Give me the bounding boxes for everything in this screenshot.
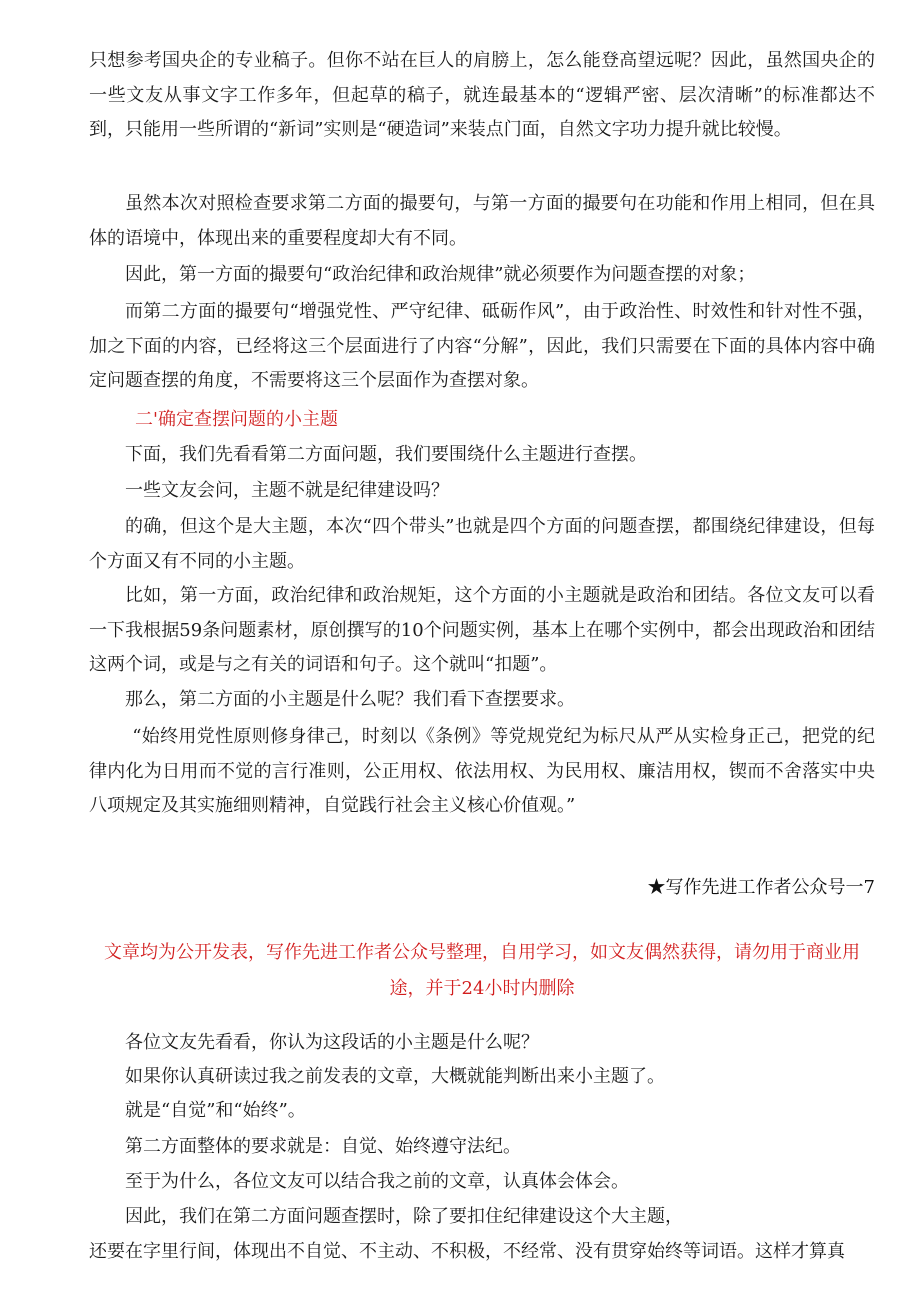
lower-line-2: 如果你认真研读过我之前发表的文章，大概就能判断出来小主题了。 [125, 1066, 665, 1087]
lower-line-4: 第二方面整体的要求就是：自觉、始终遵守法纪。 [125, 1136, 521, 1157]
paragraph-3: 因此，第一方面的撮要句“政治纪律和政治规律”就必须要作为问题查摆的对象； [125, 264, 756, 285]
paragraph-9: 那么，第二方面的小主题是什么呢？我们看下查摆要求。 [125, 689, 575, 710]
paragraph-2: 虽然本次对照检查要求第二方面的撮要句，与第一方面的撮要句在功能和作用上相同，但在具体的语境中，体现出来的重要程度却大有不同。 [89, 193, 875, 249]
lower-line-6: 因此，我们在第二方面问题查摆时，除了要扣住纪律建设这个大主题， [125, 1206, 683, 1227]
page-footer-label: ★写作先进工作者公众号一7 [647, 877, 875, 898]
lower-line-1: 各位文友先看看，你认为这段话的小主题是什么呢？ [125, 1032, 539, 1053]
paragraph-7: 的确，但这个是大主题，本次“四个带头”也就是四个方面的问题查摆，都围绕纪律建设，但每个方面又有不同的小主题。 [89, 516, 875, 572]
copyright-notice: 文章均为公开发表，写作先进工作者公众号整理，自用学习，如文友偶然获得，请勿用于商业用途，并于24小时内删除 [104, 942, 860, 999]
paragraph-1: 只想参考国央企的专业稿子。但你不站在巨人的肩膀上，怎么能登高望远呢？因此，虽然国央企的一些文友从事文字工作多年，但起草的稿子，就连最基本的“逻辑严密、层次清晰”的标准都达不到，只能用一些所谓的“新词”实则是“硬造词”来装点门面，自然文字功力提升就比较慢。 [89, 50, 875, 140]
paragraph-6: 一些文友会问，主题不就是纪律建设吗？ [125, 480, 449, 501]
paragraph-8: 比如，第一方面，政治纪律和政治规矩，这个方面的小主题就是政治和团结。各位文友可以看一下我根据59条问题素材，原创撰写的10个问题实例，基本上在哪个实例中，都会出现政治和团结这两个词，或是与之有关的词语和句子。这个就叫“扣题”。 [89, 585, 875, 675]
lower-line-7: 还要在字里行间，体现出不自觉、不主动、不积极，不经常、没有贯穿始终等词语。这样才算真 [89, 1241, 845, 1262]
lower-line-3: 就是“自觉”和“始终”。 [125, 1100, 306, 1121]
paragraph-4: 而第二方面的撮要句“增强党性、严守纪律、砥砺作风”，由于政治性、时效性和针对性不强，加之下面的内容，已经将这三个层面进行了内容“分解”，因此，我们只需要在下面的具体内容中确定问题查摆的角度，不需要将这三个层面作为查摆对象。 [89, 301, 875, 391]
paragraph-5: 下面，我们先看看第二方面问题，我们要围绕什么主题进行查摆。 [125, 444, 647, 465]
lower-line-5: 至于为什么，各位文友可以结合我之前的文章，认真体会体会。 [125, 1171, 629, 1192]
quote-paragraph: “始终用党性原则修身律己，时刻以《条例》等党规党纪为标尺从严从实检身正己，把党的纪律内化为日用而不觉的言行准则，公正用权、依法用权、为民用权、廉洁用权，锲而不舍落实中央八项规定及其实施细则精神，自觉践行社会主义核心价值观。” [89, 726, 875, 816]
section-heading: 二'确定查摆问题的小主题 [135, 409, 338, 430]
